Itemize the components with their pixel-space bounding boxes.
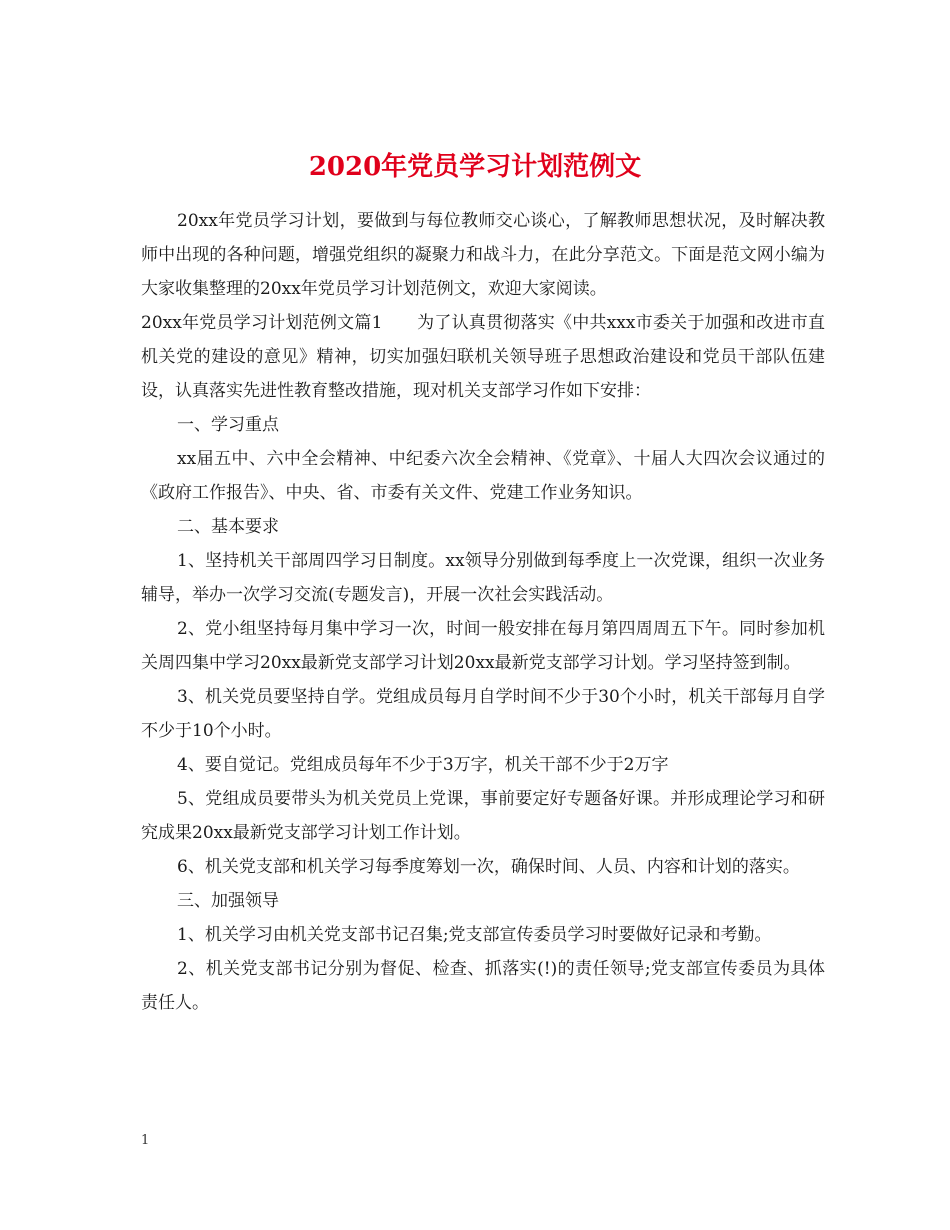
- list-item: 1、机关学习由机关党支部书记召集;党支部宣传委员学习时要做好记录和考勤。: [177, 925, 772, 945]
- list-item: 1、坚持机关干部周四学习日制度。xx领导分别做到每季度上一次党课，组织一次业务辅导，举办一次学习交流(专题发言)，开展一次社会实践活动。: [141, 551, 825, 605]
- intro-paragraph: 20xx年党员学习计划，要做到与每位教师交心谈心，了解教师思想状况，及时解决教师中出现的各种问题，增强党组织的凝聚力和战斗力，在此分享范文。下面是范文网小编为大家收集整理的20xx年党员学习计划范例文，欢迎大家阅读。: [141, 211, 825, 299]
- list-item: 4、要自觉记。党组成员每年不少于3万字，机关干部不少于2万字: [177, 755, 669, 775]
- list-item: 6、机关党支部和机关学习每季度筹划一次，确保时间、人员、内容和计划的落实。: [177, 857, 800, 877]
- page-number: 1: [141, 1133, 150, 1148]
- list-item: 2、党小组坚持每月集中学习一次，时间一般安排在每月第四周周五下午。同时参加机关周四集中学习20xx最新党支部学习计划20xx最新党支部学习计划。学习坚持签到制。: [141, 619, 825, 673]
- document-body: [141, 204, 825, 1020]
- section-heading: 一、学习重点: [177, 415, 279, 435]
- list-item: 3、机关党员要坚持自学。党组成员每月自学时间不少于30个小时，机关干部每月自学不少于10个小时。: [141, 687, 825, 741]
- list-item: 5、党组成员要带头为机关党员上党课，事前要定好专题备好课。并形成理论学习和研究成果20xx最新党支部学习计划工作计划。: [141, 789, 825, 843]
- page-title: 2020年党员学习计划范例文: [308, 152, 642, 183]
- section-heading: 二、基本要求: [177, 517, 279, 537]
- section-heading: 三、加强领导: [177, 891, 279, 911]
- list-item: 2、机关党支部书记分别为督促、检查、抓落实(!)的责任领导;党支部宣传委员为具体责任人。: [141, 959, 825, 1013]
- body-paragraph: xx届五中、六中全会精神、中纪委六次全会精神、《党章》、十届人大四次会议通过的《政府工作报告》、中央、省、市委有关文件、党建工作业务知识。: [141, 449, 825, 503]
- section-lead-paragraph: 20xx年党员学习计划范例文篇1 为了认真贯彻落实《中共xxx市委关于加强和改进市直机关党的建设的意见》精神，切实加强妇联机关领导班子思想政治建设和党员干部队伍建设，认真落实先进性教育整改措施，现对机关支部学习作如下安排：: [141, 313, 825, 401]
